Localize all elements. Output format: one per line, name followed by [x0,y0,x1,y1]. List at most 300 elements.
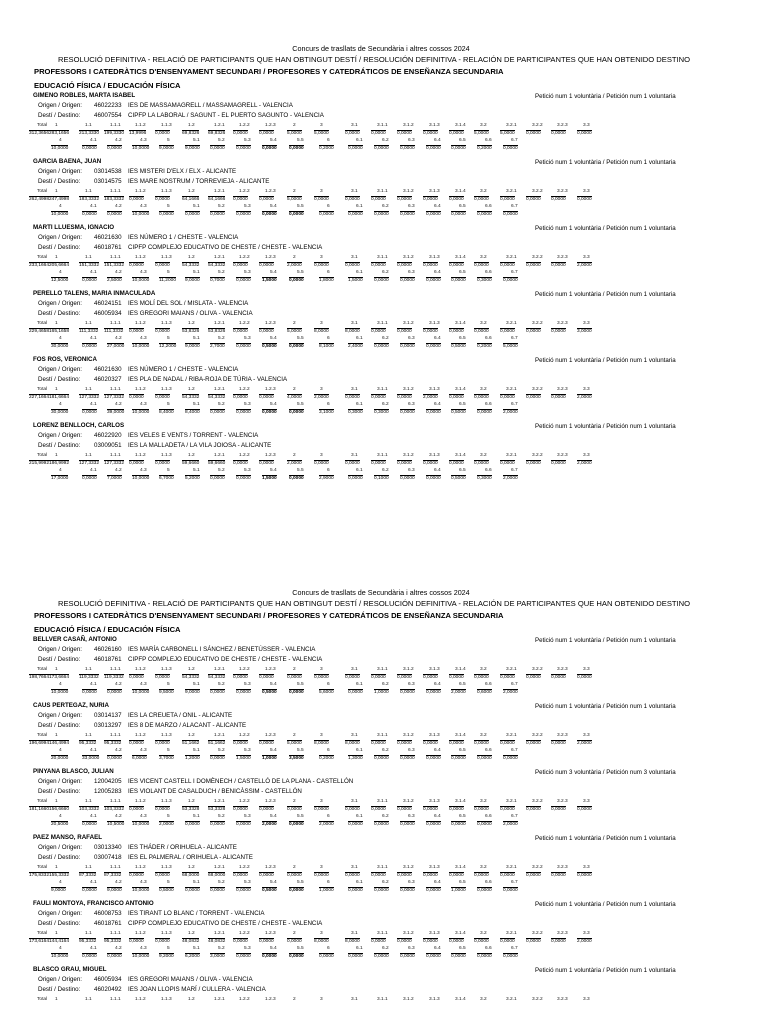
score-header: 1 [55,123,58,128]
score-header: 1.2.1 [214,123,225,128]
score-header: 1.2.2 [239,865,250,870]
score-value: 0,0000 [551,807,566,812]
score-header: 6 [327,748,330,753]
origin-label: Origen / Origen: [38,300,83,307]
score-header: 1 [55,865,58,870]
score-header: 1.2.1 [214,453,225,458]
score-value: 0,0000 [400,476,415,481]
score-value: 0,0000 [314,807,329,812]
score-value: 8,0000 [314,939,329,944]
score-header: 5.2 [218,748,225,753]
score-header: 2 [293,453,296,458]
score-value: 0,0000 [526,675,541,680]
score-grid [29,931,713,965]
score-header: 1.2.3 [265,189,276,194]
score-value: 5,0000 [287,131,302,136]
score-header: 3.3 [583,733,590,738]
score-value: 10,0000 [132,888,150,893]
score-value: 0,0000 [233,329,248,334]
score-value: 0,0000 [129,939,144,944]
score-header: 1.1.3 [161,865,172,870]
score-header: 1.1.1 [110,997,121,1002]
score-header: 6.4 [434,138,441,143]
total-label: Total [37,997,48,1002]
participant-name: FOS ROS, VERONICA [33,356,97,363]
destination-label: Destí / Destino: [38,376,81,383]
destination-school: IES VIOLANT DE CASALDUCH / BENICÀSSIM - CASTELLÓN [128,788,302,795]
total-score: 262,4998 [29,197,50,202]
destination-row [38,788,302,796]
score-header: 6.6 [485,946,492,951]
score-value: 0,0000 [289,410,304,415]
score-value: 95,3332 [79,741,97,746]
score-value: 0,0000 [551,873,566,878]
score-value: 0,0000 [348,212,363,217]
participant-entry [0,290,768,356]
score-header: 6.7 [511,682,518,687]
score-header: 3.3 [583,255,590,260]
score-value: 0,0000 [374,146,389,151]
score-header: 4.1 [90,946,97,951]
score-header: 4.2 [115,336,122,341]
destination-label: Destí / Destino: [38,722,81,729]
score-value: 0,0000 [319,954,334,959]
score-value: 0,0000 [423,131,438,136]
destination-code: 03007418 [94,854,122,861]
score-header: 1.2.3 [265,453,276,458]
score-value: 1,0000 [319,888,334,893]
score-value: 2,0000 [503,476,518,481]
score-header: 4.3 [140,336,147,341]
participant-entry [0,92,768,158]
score-value: 0,0000 [289,278,304,283]
score-header: 1.1.1 [110,123,121,128]
score-value: 0,0000 [526,461,541,466]
score-header: 3.1 [351,997,358,1002]
score-header: 3.1.2 [403,255,414,260]
score-header: 6 [327,402,330,407]
score-value: 0,5000 [451,476,466,481]
score-header: 6.6 [485,402,492,407]
petition-number: Petició num 1 voluntària / Petición num 1 voluntaria [535,901,676,908]
score-header: 6.6 [485,204,492,209]
score-header: 6 [327,204,330,209]
score-header: 6.5 [459,402,466,407]
score-value: 6,0000 [132,756,147,761]
score-header: 5.5 [297,946,304,951]
score-header: 4 [59,748,62,753]
body-category: PROFESSORS I CATEDRÀTICS D'ENSENYAMENT SECUNDARI / PROFESORES Y CATEDRÁTICOS DE ENSEÑANZA SECUNDARIA [34,67,504,76]
score-header: 3.2.2 [532,799,543,804]
score-value: 0,0000 [371,263,386,268]
petition-number: Petició num 1 voluntària / Petición num 1 voluntaria [535,967,676,974]
score-header: 4.1 [90,336,97,341]
score-grid [29,189,713,223]
score-value: 0,0000 [577,131,592,136]
score-value: 0,0000 [526,939,541,944]
score-header: 3.1.4 [455,865,466,870]
score-header: 2 [293,255,296,260]
score-value: 0,0000 [107,756,122,761]
score-value: 0,0000 [500,741,515,746]
origin-code: 46005934 [94,976,122,983]
score-header: 5.4 [270,814,277,819]
score-header: 6.5 [459,204,466,209]
score-value: 0,0000 [426,954,441,959]
score-value: 8,4000 [185,410,200,415]
score-value: 0,0000 [259,329,274,334]
score-header: 3.3 [583,799,590,804]
destination-label: Destí / Destino: [38,788,81,795]
score-value: 0,0000 [400,888,415,893]
score-value: 0,0000 [259,939,274,944]
score-header: 6.6 [485,138,492,143]
origin-label: Origen / Origen: [38,234,83,241]
score-header: 1.1 [85,865,92,870]
score-value: 2,0000 [503,410,518,415]
score-header: 3.1.1 [377,799,388,804]
score-value: 3,7000 [159,756,174,761]
score-value: 0,0000 [289,888,304,893]
score-value: 0,0000 [348,822,363,827]
origin-row [38,646,315,654]
score-header: 6.7 [511,814,518,819]
score-header: 3.2.3 [557,453,568,458]
petition-number: Petició num 1 voluntària / Petición num 1 voluntaria [535,291,676,298]
score-value: 0,0000 [155,461,170,466]
score-header: 6 [327,468,330,473]
score-header: 3.2.3 [557,997,568,1002]
score-header: 3.1.4 [455,997,466,1002]
score-header: 5.2 [218,402,225,407]
score-value: 0,0000 [426,344,441,349]
score-value: 0,0000 [400,344,415,349]
score-header: 3.1 [351,123,358,128]
score-header: 6.7 [511,138,518,143]
score-value: 0,0000 [129,329,144,334]
score-header: 6.1 [356,270,363,275]
score-header: 1 [55,255,58,260]
score-header: 4.1 [90,270,97,275]
score-header: 5 [167,336,170,341]
total-label: Total [37,931,48,936]
score-header: 1.2.2 [239,189,250,194]
score-header: 1.1 [85,321,92,326]
score-header: 3.1.1 [377,255,388,260]
score-header: 5.2 [218,814,225,819]
score-value: 0,0000 [210,476,225,481]
score-header: 3.1.1 [377,123,388,128]
score-header: 6.7 [511,468,518,473]
origin-school: IES LA CREUETA / ONIL - ALICANTE [128,712,233,719]
score-header: 6.5 [459,138,466,143]
destination-school: CIPFP LA LABORAL / SAGUNT - EL PUERTO SAGUNTO - VALENCIA [128,112,324,119]
score-header: 5.4 [270,468,277,473]
score-value: 17,0000 [51,476,69,481]
score-header: 4.1 [90,880,97,885]
score-header: 3.1 [351,667,358,672]
score-header: 6.6 [485,880,492,885]
score-value: 68,0000 [208,873,226,878]
score-header: 1.1.1 [110,931,121,936]
total-score: 175,8332 [29,873,50,878]
score-header: 3.2.1 [506,123,517,128]
score-value: 0,0000 [210,690,225,695]
score-header: 6.2 [382,814,389,819]
score-header: 3.2.3 [557,667,568,672]
score-header: 3.2.3 [557,733,568,738]
score-value: 0,2000 [319,756,334,761]
destination-label: Destí / Destino: [38,986,81,993]
score-header: 3.2 [480,189,487,194]
score-header: 3.2 [480,799,487,804]
origin-row [38,844,237,852]
score-header: 3 [320,799,323,804]
score-value: 8,0000 [345,741,360,746]
score-value: 183,3332 [79,197,100,202]
score-header: 1.2.1 [214,387,225,392]
score-value: 0,0000 [129,461,144,466]
score-value: 0,0000 [474,807,489,812]
score-value: 0,0000 [345,197,360,202]
score-header: 3.1.2 [403,733,414,738]
score-value: 54,3332 [208,675,226,680]
score-header: 4 [59,336,62,341]
score-value: 0,0000 [551,939,566,944]
score-value: 0,0000 [374,212,389,217]
score-value: 119,3332 [79,675,99,680]
destination-school: CIPFP COMPLEJO EDUCATIVO DE CHESTE / CHESTE - VALENCIA [128,244,323,251]
score-header: 1.2.1 [214,997,225,1002]
score-header: 3.3 [583,123,590,128]
score-header: 6.5 [459,682,466,687]
score-value: 5,0000 [287,197,302,202]
score-header: 6.3 [408,468,415,473]
score-value: 5,6000 [319,690,334,695]
score-header: 3.2.1 [506,865,517,870]
score-value: 0,0000 [500,329,515,334]
score-header: 6.4 [434,270,441,275]
score-header: 5.4 [270,204,277,209]
score-value: 151,3332 [79,263,100,268]
score-header: 6.5 [459,748,466,753]
score-value: 9,0000 [159,146,174,151]
score-value: 30,0000 [51,344,69,349]
origin-row [38,300,248,308]
score-header: 6.6 [485,748,492,753]
score-header: 1.1.1 [110,387,121,392]
score-header: 1.1.2 [135,733,146,738]
score-value: 0,0000 [551,329,566,334]
score-value: 0,0000 [397,741,412,746]
score-header: 1.1.2 [135,865,146,870]
score-value: 0,0000 [107,954,122,959]
score-header: 3.1.2 [403,799,414,804]
score-value: 0,0000 [374,344,389,349]
score-header: 5.5 [297,336,304,341]
score-value: 3,0000 [577,329,592,334]
score-value: 0,0000 [397,675,412,680]
score-header: 6.1 [356,814,363,819]
score-value: 0,5000 [159,888,174,893]
score-header: 3.2 [480,387,487,392]
score-header: 5.2 [218,682,225,687]
score-header: 5 [167,204,170,209]
score-header: 6.1 [356,138,363,143]
total-label: Total [37,387,48,392]
score-header: 5.4 [270,682,277,687]
destination-code: 03014575 [94,178,122,185]
score-value: 0,0000 [233,263,248,268]
score-header: 6.2 [382,336,389,341]
score-value: 0,0000 [82,146,97,151]
score-value: 0,0000 [155,939,170,944]
score-value: 0,0000 [577,197,592,202]
score-header: 1.1.2 [135,189,146,194]
petition-number: Petició num 1 voluntària / Petición num 1 voluntaria [535,835,676,842]
score-value: 54,3332 [208,395,226,400]
score-value: 0,0000 [236,278,251,283]
score-header: 4.2 [115,946,122,951]
score-value: 0,5000 [451,344,466,349]
score-header: 1.1.2 [135,931,146,936]
score-value: 0,0000 [262,410,277,415]
score-value: 0,0000 [374,822,389,827]
score-header: 5.1 [193,336,200,341]
score-header: 3.1.3 [429,123,440,128]
score-header: 6.2 [382,402,389,407]
score-value: 0,0000 [210,756,225,761]
score-header: 1.2 [188,997,195,1002]
score-header: 3.2.2 [532,997,543,1002]
score-value: 0,0000 [82,278,97,283]
score-header: 4.2 [115,270,122,275]
score-value: 0,0000 [210,410,225,415]
destination-code: 46020492 [94,986,122,993]
score-value: 4,0000 [287,395,302,400]
destination-code: 46020327 [94,376,122,383]
score-value: 0,0000 [259,263,274,268]
score-header: 3.3 [583,387,590,392]
score-header: 1.1.3 [161,667,172,672]
origin-row [38,432,258,440]
score-value: 0,0000 [155,675,170,680]
resolution-subtitle: RESOLUCIÓ DEFINITIVA - RELACIÓ DE PARTICIPANTS QUE HAN OBTINGUT DESTÍ / RESOLUCIÓN DEFINITIVA - RELACIÓN DE PARTICIPANTES QUE HAN OBTENIDO DESTINO [58,599,691,608]
score-value: 2,0000 [577,395,592,400]
destination-school: CIPFP COMPLEJO EDUCATIVO DE CHESTE / CHESTE - VALENCIA [128,920,323,927]
score-value: 127,3332 [104,461,125,466]
score-value: 0,0000 [400,278,415,283]
score-value: 0,0000 [423,939,438,944]
destination-code: 03009051 [94,442,122,449]
score-value: 0,0000 [500,939,515,944]
score-header: 5.3 [244,468,251,473]
score-header: 1 [55,453,58,458]
score-value: 0,0000 [526,395,541,400]
score-header: 3.1.3 [429,997,440,1002]
participant-entry [0,900,768,966]
score-header: 4.2 [115,468,122,473]
score-value: 0,0000 [397,807,412,812]
score-header: 5.3 [244,748,251,753]
score-value: 5,2000 [185,476,200,481]
score-value: 0,0000 [155,395,170,400]
score-value: 0,0000 [289,690,304,695]
score-header: 1.1.1 [110,733,121,738]
score-header: 6.6 [485,682,492,687]
score-value: 0,0000 [155,329,170,334]
score-header: 3.1.3 [429,189,440,194]
score-value: 64,1666 [208,197,226,202]
score-value: 53,3328 [208,807,226,812]
score-value: 8,0000 [314,741,329,746]
score-value: 27,0000 [107,344,125,349]
score-header: 5 [167,880,170,885]
score-header: 3 [320,931,323,936]
score-value: 0,0000 [526,741,541,746]
score-value: 0,0000 [423,675,438,680]
score-grid [29,123,713,157]
score-header: 4.1 [90,402,97,407]
score-value: 3,1000 [319,410,334,415]
score-value: 0,0000 [210,212,225,217]
score-value: 0,0000 [449,395,464,400]
score-value: 0,0000 [423,263,438,268]
origin-label: Origen / Origen: [38,844,83,851]
score-value: 0,0000 [259,197,274,202]
score-value: 0,0000 [426,146,441,151]
destination-label: Destí / Destino: [38,656,81,663]
score-value: 0,5000 [262,344,277,349]
score-header: 6.1 [356,880,363,885]
score-header: 3 [320,255,323,260]
score-header: 1.1.2 [135,453,146,458]
origin-code: 46008753 [94,910,122,917]
score-header: 1.2.1 [214,865,225,870]
score-value: 0,0000 [423,741,438,746]
score-value: 0,0000 [397,329,412,334]
score-header: 3.2.3 [557,123,568,128]
specialty-heading: EDUCACIÓ FÍSICA / EDUCACIÓN FÍSICA [34,81,181,90]
score-header: 3.2.1 [506,733,517,738]
score-value: 54,3332 [208,263,226,268]
score-header: 6 [327,138,330,143]
entries-list [0,636,768,1032]
score-header: 1 [55,799,58,804]
score-value: 0,3000 [374,410,389,415]
score-header: 1.2 [188,321,195,326]
score-header: 3.2.2 [532,255,543,260]
destination-school: IES MARE NOSTRUM / TORREVIEJA - ALICANTE [128,178,270,185]
score-value: 1,5000 [236,756,251,761]
score-value: 0,0000 [477,954,492,959]
total-label: Total [37,799,48,804]
score-value: 6,7000 [159,476,174,481]
score-header: 3 [320,865,323,870]
score-value: 0,0000 [82,344,97,349]
score-value: 20,0000 [51,756,69,761]
score-value: 0,0000 [449,263,464,268]
score-header: 3.1.4 [455,321,466,326]
score-header: 1.2 [188,453,195,458]
origin-school: IES MISTERI D'ELX / ELX - ALICANTE [128,168,237,175]
score-value: 0,0000 [371,873,386,878]
score-header: 3 [320,453,323,458]
score-value: 68,0000 [182,873,200,878]
score-header: 5.5 [297,748,304,753]
score-header: 3.1.4 [455,733,466,738]
score-value: 0,0000 [345,131,360,136]
